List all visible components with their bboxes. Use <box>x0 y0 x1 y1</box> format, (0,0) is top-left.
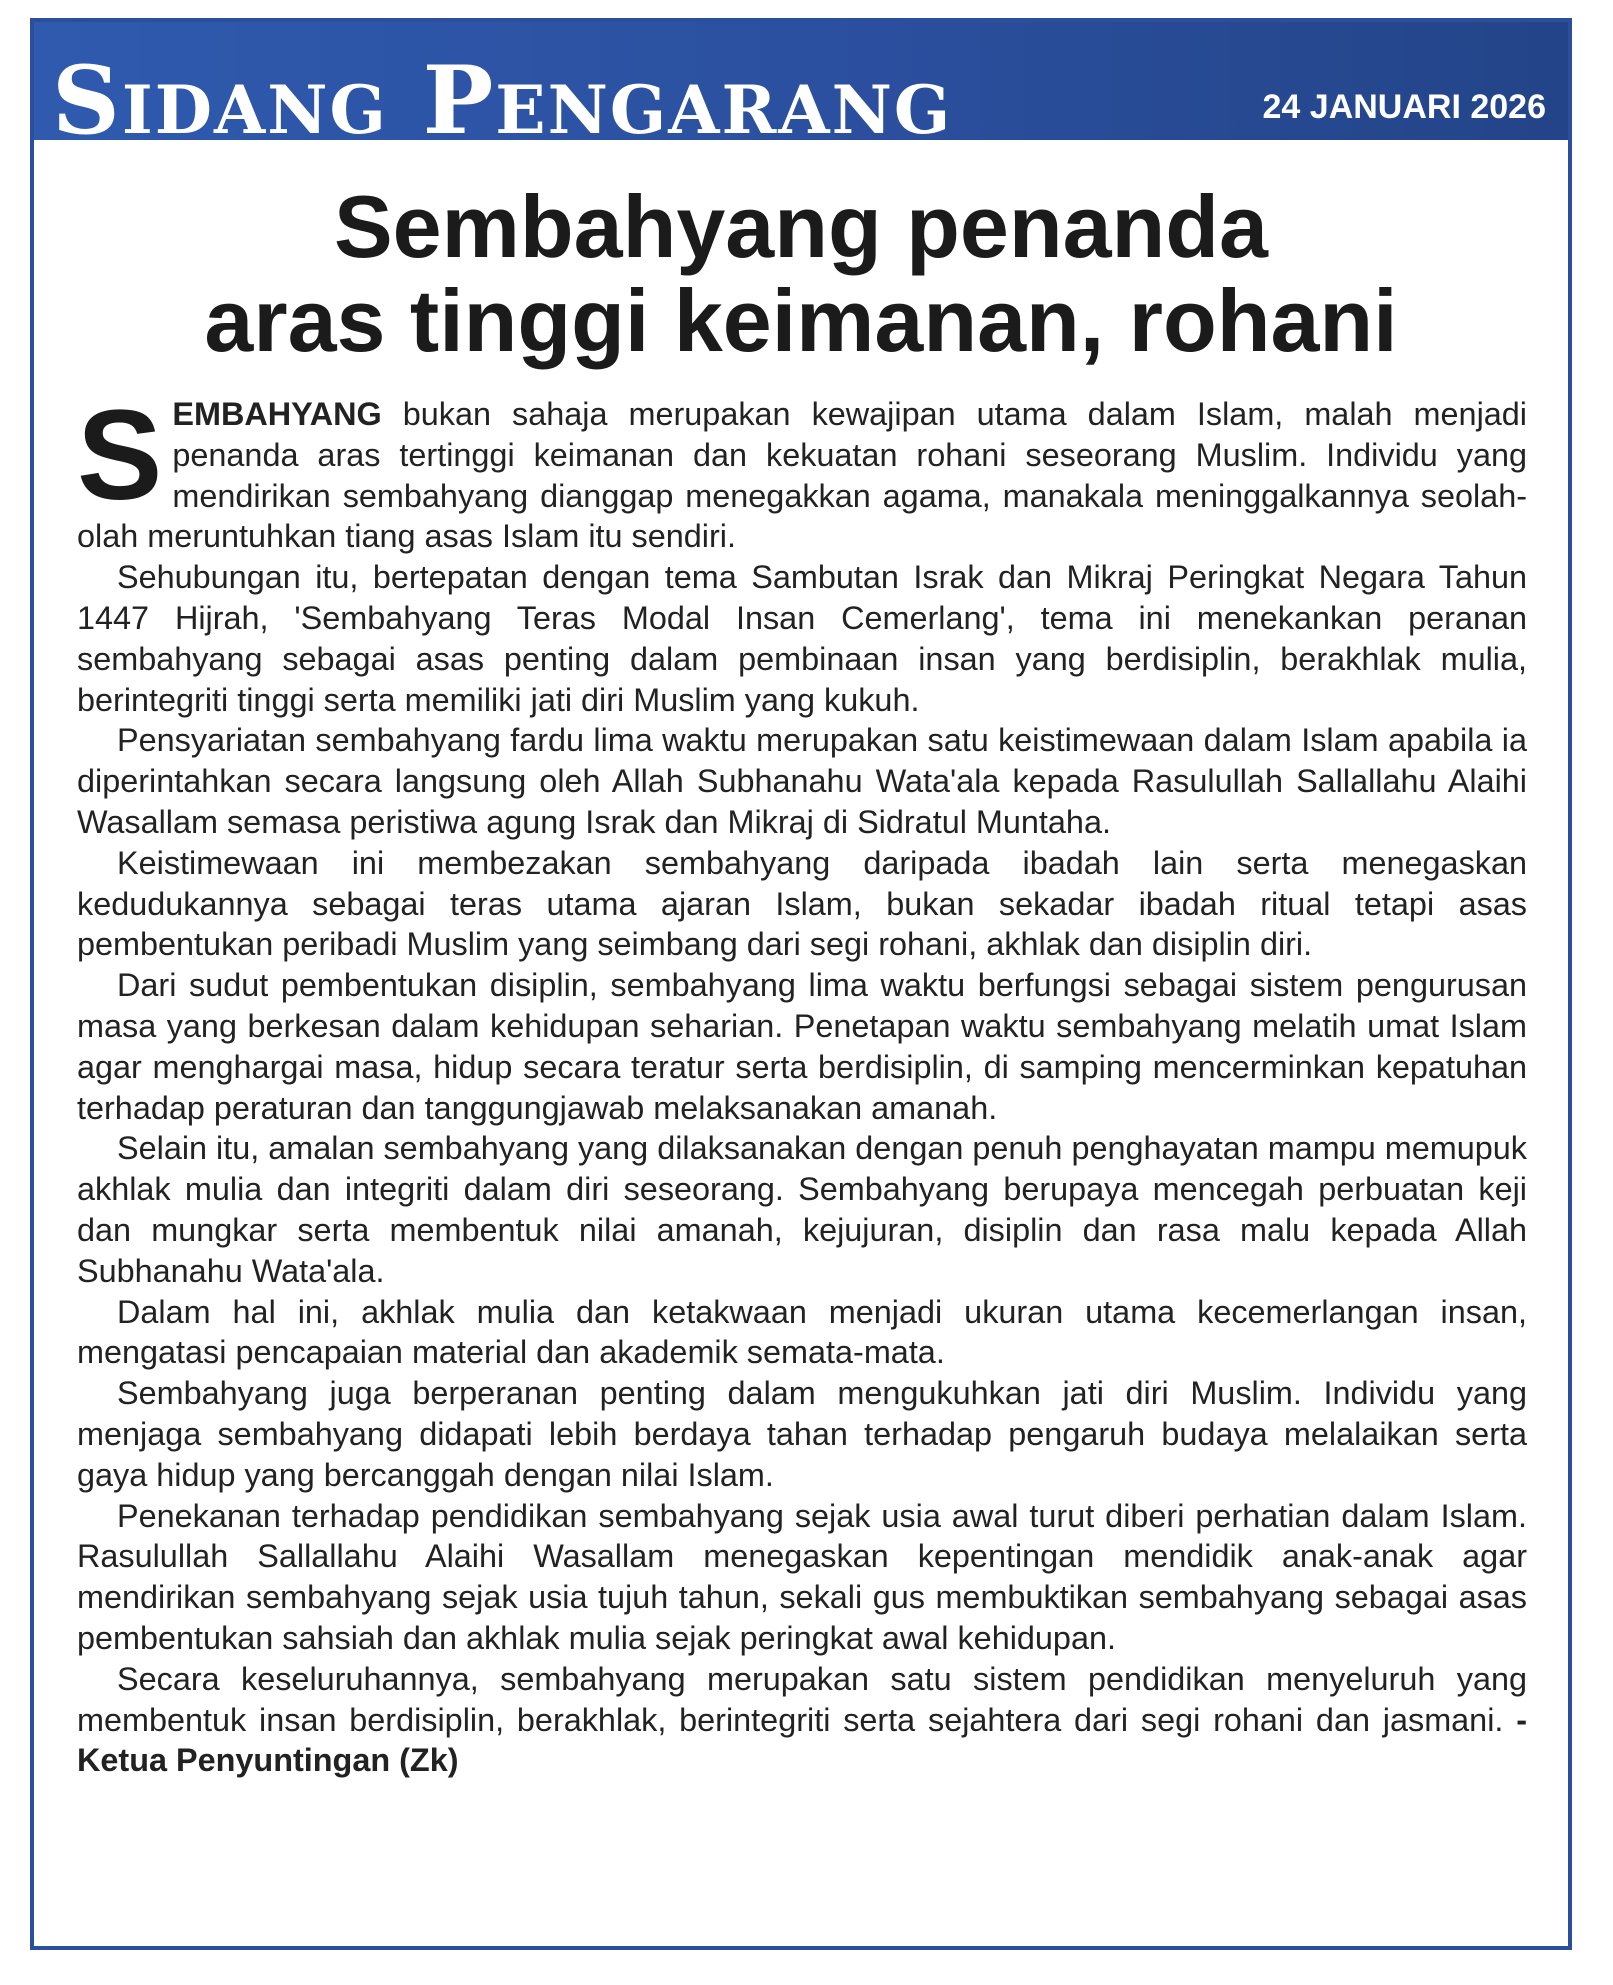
article-headline <box>74 177 1528 370</box>
paragraph-7: Dalam hal ini, akhlak mulia dan ketakwaan menjadi ukuran utama kecemerlangan insan, mengatasi pencapaian material dan akademik semata-mata. <box>77 1293 1527 1371</box>
paragraph-1 <box>77 384 1527 557</box>
headline-line-1: Sembahyang penanda <box>333 177 1268 276</box>
section-banner <box>34 22 1568 156</box>
paragraph-6: Selain itu, amalan sembahyang yang dilaksanakan dengan penuh penghayatan mampu memupuk akhlak mulia dan integriti dalam diri seseorang. Sembahyang berupaya mencegah perbuatan keji dan mungkar serta membentuk nilai amanah, kejujuran, disiplin dan rasa malu kepada Allah Subhanahu Wata'ala. <box>77 1130 1527 1289</box>
paragraph-3: Pensyariatan sembahyang fardu lima waktu merupakan satu keistimewaan dalam Islam apabila ia diperintahkan secara langsung oleh Allah Subhanahu Wata'ala kepada Rasulullah Sallallahu Alaihi Wasallam semasa peristiwa agung Israk dan Mikraj di Sidratul Muntaha. <box>77 722 1527 840</box>
paragraph-10-text: Secara keseluruhannya, sembahyang merupakan satu sistem pendidikan menyeluruh yang membentuk insan berdisiplin, berakhlak, berintegriti serta sejahtera dari segi rohani dan jasmani. <box>77 1660 1527 1738</box>
paragraph-1-text: bukan sahaja merupakan kewajipan utama dalam Islam, malah menjadi penanda aras tertinggi keimanan dan kekuatan rohani seseorang Muslim. Individu yang mendirikan sembahyang dianggap menegakkan agama, manakala meninggalkannya seolah-olah meruntuhkan tiang asas Islam itu sendiri. <box>77 396 1527 555</box>
publication-date: 24 JANUARI 2026 <box>1262 88 1546 126</box>
paragraph-4: Keistimewaan ini membezakan sembahyang daripada ibadah lain serta menegaskan kedudukannya sebagai teras utama ajaran Islam, bukan sekadar ibadah ritual tetapi asas pembentukan peribadi Muslim yang seimbang dari segi rohani, akhlak dan disiplin diri. <box>77 844 1527 963</box>
drop-cap: S <box>77 384 163 527</box>
section-title: Sidang Pengarang <box>52 46 953 156</box>
paragraph-2: Sehubungan itu, bertepatan dengan tema Sambutan Israk dan Mikraj Peringkat Negara Tahun 1447 Hijrah, 'Sembahyang Teras Modal Insan Cemerlang', tema ini menekankan peranan sembahyang sebagai asas penting dalam pembinaan insan yang berdisiplin, berakhlak mulia, berintegriti tinggi serta memiliki jati diri Muslim yang kukuh. <box>77 559 1527 718</box>
lead-word: EMBAHYANG <box>172 396 382 432</box>
editorial-frame <box>30 18 1572 1950</box>
paragraph-5: Dari sudut pembentukan disiplin, sembahyang lima waktu berfungsi sebagai sistem pengurusan masa yang berkesan dalam kehidupan seharian. Penetapan waktu sembahyang melatih umat Islam agar menghargai masa, hidup secara teratur serta berdisiplin, di samping mencerminkan kepatuhan terhadap peraturan dan tanggungjawab melaksanakan amanah. <box>77 967 1527 1126</box>
author-signature: - Ketua Penyuntingan (Zk) <box>77 1701 1527 1779</box>
paragraph-9: Penekanan terhadap pendidikan sembahyang sejak usia awal turut diberi perhatian dalam Islam. Rasulullah Sallallahu Alaihi Wasallam menegaskan kepentingan mendidik anak-anak agar mendirikan sembahyang sejak usia tujuh tahun, sekali gus membuktikan sembahyang sebagai asas pembentukan sahsiah dan akhlak mulia sejak peringkat awal kehidupan. <box>77 1497 1527 1656</box>
article-body <box>77 384 1527 1914</box>
paragraph-10 <box>77 1659 1527 1781</box>
paragraph-8: Sembahyang juga berperanan penting dalam mengukuhkan jati diri Muslim. Individu yang menjaga sembahyang didapati lebih berdaya tahan terhadap pengaruh budaya melalaikan serta gaya hidup yang bercanggah dengan nilai Islam. <box>77 1375 1527 1493</box>
headline-line-2: aras tinggi keimanan, rohani <box>204 271 1398 370</box>
